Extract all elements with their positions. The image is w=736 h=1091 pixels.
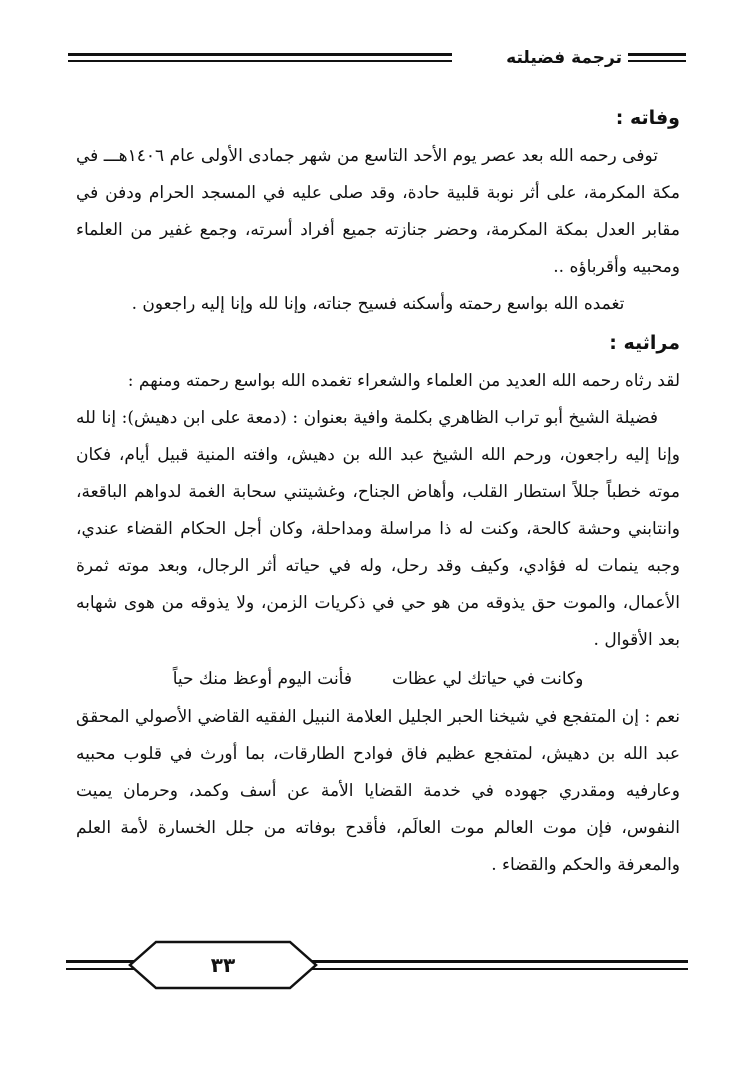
poem-verse: [76, 659, 680, 699]
page-number: ٣٣: [210, 953, 236, 977]
death-heading: وفاته :: [615, 107, 680, 129]
prayer-line: تغمده الله بواسع رحمته وأسكنه فسيح جناته، وإنا لله وإنا إليه راجعون .: [131, 294, 625, 314]
header-rule-left: [68, 53, 452, 62]
header-rule-right: [628, 53, 686, 62]
header-title: ترجمة فضيلته: [506, 48, 622, 68]
elegies-intro: لقد رثاه رحمه الله العديد من العلماء والشعراء تغمده الله بواسع رحمته ومنهم :: [127, 371, 680, 391]
verse-second-hemistich: فأنت اليوم أوعظ منك حياً: [172, 669, 352, 689]
page-footer: [66, 940, 688, 1000]
death-paragraph: توفى رحمه الله بعد عصر يوم الأحد التاسع من شهر جمادى الأولى عام ١٤٠٦هـــ في مكة المكرمة، على أثر نوبة قلبية حادة، وقد صلى عليه في المسجد الحرام ودفن في مقابر العدل بمكة المكرمة، وحضر جنازته جميع أفراد أسرته، وجمع غفير من العلماء ومحبيه وأقرباؤه ..: [76, 146, 680, 277]
verse-first-hemistich: وكانت في حياتك لي عظات: [391, 669, 584, 689]
running-header: [68, 44, 686, 74]
elegies-heading: مراثيه :: [609, 332, 680, 354]
elegy-paragraph: فضيلة الشيخ أبو تراب الظاهري بكلمة وافية بعنوان : (دمعة على ابن دهيش): إنا لله وإنا إليه راجعون، ورحم الله الشيخ عبد الله بن دهيش، وافته المنية قبيل أيام، فكان موته خطباً جللاً استطار القلب، وأهاض الجناح، وغشيتني سحابة الغمة لدواهم الباقعة، وانتابني وحشة كالحة، وكنت له ذا مراسلة ومداحلة، وكان أجل الحكام القضاء عندي، وجبه ينمات له فؤادي، وكيف وقد رحل، وله في حياته أثر الرجال، وبعد موته ثمرة الأعمال، والموت حق يذوقه من هو حي في ذكريات الزمن، ولا يذوقه من هوى شهابه بعد الأقوال .: [76, 408, 680, 650]
final-paragraph: نعم : إن المتفجع في شيخنا الحبر الجليل العلامة النبيل الفقيه القاضي الأصولي المحقق عبد الله بن دهيش، لمتفجع عظيم فاق فوادح الطارقات، بما أورث في قلوب محبيه وعارفيه ومقدري جهوده في خدمة القضايا الأمة عن أسف وكمد، وحرمان يميت النفوس، فإن موت العالم موت العالَم، فأقدح بوفاته من جلل الخسارة لأمة العلم والمعرفة والحكم والقضاء .: [76, 707, 680, 875]
page-body: [76, 98, 680, 884]
